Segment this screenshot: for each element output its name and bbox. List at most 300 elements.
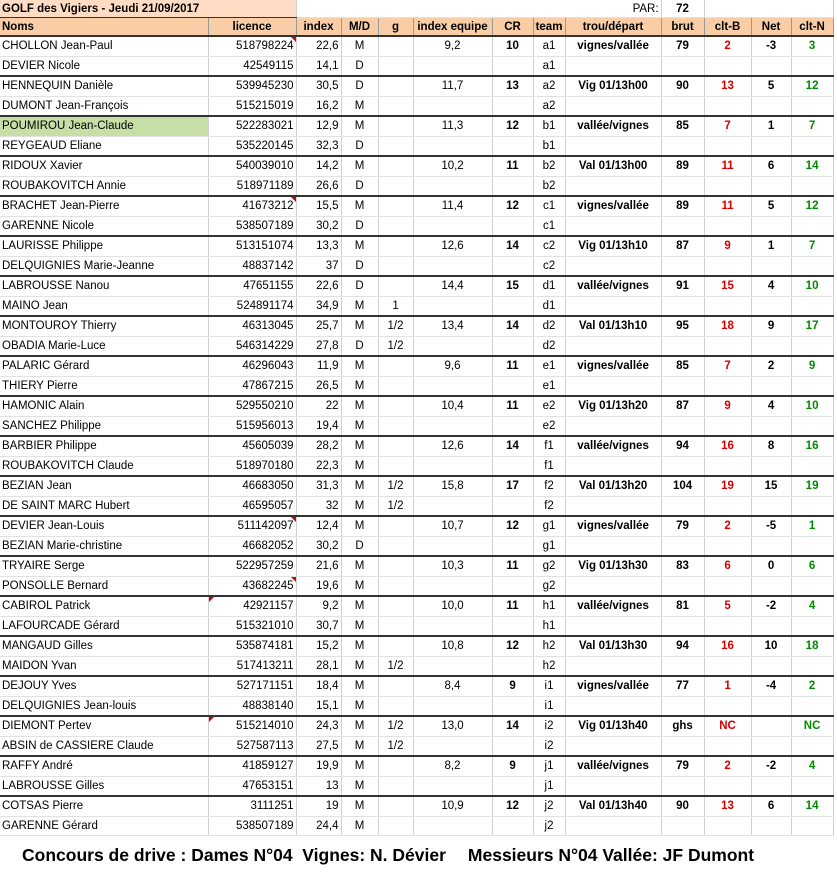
cell-index-equipe — [413, 536, 492, 556]
cell-index: 19,9 — [296, 756, 341, 776]
cell-md: M — [341, 236, 378, 256]
cell-md: M — [341, 676, 378, 696]
cell-index: 24,3 — [296, 716, 341, 736]
cell-cr: 11 — [492, 156, 533, 176]
cell-team: b2 — [533, 176, 565, 196]
cell-index-equipe — [413, 56, 492, 76]
cell-team: f2 — [533, 496, 565, 516]
table-row — [0, 576, 833, 596]
cell-g — [378, 236, 413, 256]
cell-brut — [661, 776, 704, 796]
cell-name: MANGAUD Gilles — [0, 636, 208, 656]
cell-brut: 85 — [661, 356, 704, 376]
cell-md: M — [341, 636, 378, 656]
cell-g — [378, 256, 413, 276]
cell-licence: 46313045 — [208, 316, 296, 336]
cell-cr: 10 — [492, 36, 533, 56]
cell-trou-depart: Vig 01/13h00 — [565, 76, 661, 96]
cell-brut — [661, 216, 704, 236]
cell-licence: 518971189 — [208, 176, 296, 196]
table-row — [0, 256, 833, 276]
cell-clt-n: 9 — [791, 356, 833, 376]
header-clt-b: clt-B — [704, 18, 751, 37]
cell-cr: 17 — [492, 476, 533, 496]
cell-md: M — [341, 556, 378, 576]
cell-licence: 47867215 — [208, 376, 296, 396]
cell-index: 22,6 — [296, 36, 341, 56]
cell-licence: 518970180 — [208, 456, 296, 476]
cell-brut — [661, 496, 704, 516]
cell-cr: 11 — [492, 356, 533, 376]
cell-net — [751, 536, 791, 556]
cell-g — [378, 436, 413, 456]
cell-index-equipe: 9,2 — [413, 36, 492, 56]
cell-clt-b: 7 — [704, 356, 751, 376]
cell-index-equipe — [413, 296, 492, 316]
cell-cr — [492, 696, 533, 716]
cell-name: TRYAIRE Serge — [0, 556, 208, 576]
cell-team: j2 — [533, 816, 565, 836]
table-row — [0, 536, 833, 556]
cell-cr — [492, 496, 533, 516]
cell-cr — [492, 176, 533, 196]
cell-net: -4 — [751, 676, 791, 696]
cell-team: j1 — [533, 756, 565, 776]
header-row — [0, 18, 833, 37]
table-row — [0, 136, 833, 156]
cell-index: 13 — [296, 776, 341, 796]
cell-team: j2 — [533, 796, 565, 816]
cell-trou-depart: Val 01/13h00 — [565, 156, 661, 176]
cell-index-equipe: 10,2 — [413, 156, 492, 176]
cell-cr — [492, 336, 533, 356]
cell-g — [378, 76, 413, 96]
cell-trou-depart — [565, 416, 661, 436]
cell-g — [378, 796, 413, 816]
cell-team: e2 — [533, 416, 565, 436]
cell-team: e1 — [533, 376, 565, 396]
cell-team: j1 — [533, 776, 565, 796]
cell-index-equipe — [413, 736, 492, 756]
cell-trou-depart — [565, 376, 661, 396]
cell-clt-n: 1 — [791, 516, 833, 536]
cell-clt-n — [791, 416, 833, 436]
table-row — [0, 656, 833, 676]
cell-trou-depart: vignes/vallée — [565, 36, 661, 56]
cell-clt-n — [791, 496, 833, 516]
cell-clt-b — [704, 736, 751, 756]
cell-clt-n: 4 — [791, 596, 833, 616]
cell-clt-n — [791, 616, 833, 636]
cell-clt-n — [791, 136, 833, 156]
cell-name: LAURISSE Philippe — [0, 236, 208, 256]
cell-index-equipe — [413, 616, 492, 636]
cell-index-equipe: 11,7 — [413, 76, 492, 96]
cell-licence: 522957259 — [208, 556, 296, 576]
cell-g — [378, 156, 413, 176]
cell-clt-n — [791, 96, 833, 116]
cell-net — [751, 136, 791, 156]
cell-md: M — [341, 36, 378, 56]
cell-licence: 42549115 — [208, 56, 296, 76]
cell-licence: 47651155 — [208, 276, 296, 296]
cell-index-equipe: 10,0 — [413, 596, 492, 616]
cell-clt-n — [791, 656, 833, 676]
cell-g — [378, 776, 413, 796]
cell-trou-depart: vignes/vallée — [565, 516, 661, 536]
cell-name: LAFOURCADE Gérard — [0, 616, 208, 636]
header-md: M/D — [341, 18, 378, 37]
cell-index: 27,8 — [296, 336, 341, 356]
cell-cr — [492, 736, 533, 756]
header-net: Net — [751, 18, 791, 37]
cell-md: M — [341, 716, 378, 736]
cell-licence: 45605039 — [208, 436, 296, 456]
cell-index: 32 — [296, 496, 341, 516]
cell-clt-b: 18 — [704, 316, 751, 336]
cell-md: M — [341, 96, 378, 116]
cell-name: BRACHET Jean-Pierre — [0, 196, 208, 216]
cell-net: 5 — [751, 196, 791, 216]
cell-g — [378, 136, 413, 156]
cell-md: M — [341, 416, 378, 436]
cell-g: 1/2 — [378, 476, 413, 496]
cell-md: M — [341, 656, 378, 676]
cell-index-equipe: 10,8 — [413, 636, 492, 656]
table-row — [0, 636, 833, 656]
cell-team: g2 — [533, 556, 565, 576]
cell-index: 14,2 — [296, 156, 341, 176]
cell-brut: 90 — [661, 76, 704, 96]
cell-index-equipe: 13,4 — [413, 316, 492, 336]
table-row — [0, 756, 833, 776]
cell-name: GARENNE Nicole — [0, 216, 208, 236]
header-licence: licence — [208, 18, 296, 37]
cell-g — [378, 56, 413, 76]
cell-md: M — [341, 756, 378, 776]
cell-clt-b — [704, 576, 751, 596]
cell-clt-n — [791, 56, 833, 76]
cell-index: 22 — [296, 396, 341, 416]
cell-clt-b — [704, 256, 751, 276]
table-row — [0, 356, 833, 376]
cell-index-equipe: 9,6 — [413, 356, 492, 376]
footer-banner — [0, 831, 837, 879]
cell-clt-b: 13 — [704, 76, 751, 96]
cell-net — [751, 716, 791, 736]
cell-brut — [661, 336, 704, 356]
cell-g: 1/2 — [378, 656, 413, 676]
cell-index: 19,4 — [296, 416, 341, 436]
cell-index-equipe: 10,4 — [413, 396, 492, 416]
cell-clt-b — [704, 656, 751, 676]
cell-clt-b: 15 — [704, 276, 751, 296]
cell-clt-b — [704, 136, 751, 156]
cell-brut — [661, 136, 704, 156]
cell-clt-b: 9 — [704, 236, 751, 256]
cell-net — [751, 696, 791, 716]
cell-g — [378, 676, 413, 696]
cell-brut: 91 — [661, 276, 704, 296]
cell-licence: 46296043 — [208, 356, 296, 376]
cell-index: 24,4 — [296, 816, 341, 836]
cell-index: 27,5 — [296, 736, 341, 756]
cell-brut: 85 — [661, 116, 704, 136]
cell-index: 18,4 — [296, 676, 341, 696]
table-row — [0, 676, 833, 696]
cell-licence: 535874181 — [208, 636, 296, 656]
cell-index-equipe: 14,4 — [413, 276, 492, 296]
cell-clt-b — [704, 416, 751, 436]
cell-clt-b — [704, 296, 751, 316]
cell-licence: 538507189 — [208, 216, 296, 236]
cell-clt-b: 16 — [704, 636, 751, 656]
cell-brut: 90 — [661, 796, 704, 816]
cell-cr: 12 — [492, 196, 533, 216]
cell-team: i2 — [533, 716, 565, 736]
cell-clt-n: 7 — [791, 236, 833, 256]
cell-net: 6 — [751, 796, 791, 816]
cell-licence: 3111251 — [208, 796, 296, 816]
cell-name: DUMONT Jean-François — [0, 96, 208, 116]
cell-trou-depart — [565, 216, 661, 236]
cell-name: REYGEAUD Eliane — [0, 136, 208, 156]
cell-cr — [492, 96, 533, 116]
cell-trou-depart: vallée/vignes — [565, 756, 661, 776]
cell-team: h1 — [533, 616, 565, 636]
cell-cr — [492, 136, 533, 156]
cell-g — [378, 396, 413, 416]
table-row — [0, 716, 833, 736]
cell-team: h2 — [533, 636, 565, 656]
cell-net — [751, 296, 791, 316]
cell-licence: 41673212 — [208, 196, 296, 216]
cell-clt-n: 4 — [791, 756, 833, 776]
cell-g — [378, 376, 413, 396]
cell-cr: 14 — [492, 436, 533, 456]
table-row — [0, 416, 833, 436]
cell-team: d1 — [533, 276, 565, 296]
cell-licence: 522283021 — [208, 116, 296, 136]
cell-licence: 47653151 — [208, 776, 296, 796]
cell-team: a2 — [533, 76, 565, 96]
cell-cr — [492, 536, 533, 556]
cell-g — [378, 696, 413, 716]
cell-md: D — [341, 136, 378, 156]
cell-g — [378, 456, 413, 476]
cell-name: PONSOLLE Bernard — [0, 576, 208, 596]
cell-team: g1 — [533, 516, 565, 536]
cell-licence: 540039010 — [208, 156, 296, 176]
cell-g — [378, 96, 413, 116]
cell-brut — [661, 376, 704, 396]
cell-index: 12,9 — [296, 116, 341, 136]
cell-name: COTSAS Pierre — [0, 796, 208, 816]
cell-clt-b — [704, 456, 751, 476]
table-row — [0, 336, 833, 356]
cell-name: HENNEQUIN Danièle — [0, 76, 208, 96]
cell-brut — [661, 296, 704, 316]
cell-clt-b: 2 — [704, 516, 751, 536]
table-row — [0, 216, 833, 236]
cell-md: M — [341, 116, 378, 136]
table-row — [0, 496, 833, 516]
cell-clt-b — [704, 216, 751, 236]
cell-net — [751, 376, 791, 396]
table-row — [0, 556, 833, 576]
cell-team: d2 — [533, 316, 565, 336]
cell-md: D — [341, 216, 378, 236]
cell-licence: 41859127 — [208, 756, 296, 776]
cell-trou-depart — [565, 536, 661, 556]
table-row — [0, 736, 833, 756]
cell-cr — [492, 776, 533, 796]
cell-clt-b — [704, 776, 751, 796]
cell-team: d2 — [533, 336, 565, 356]
cell-name: MAINO Jean — [0, 296, 208, 316]
cell-index-equipe — [413, 176, 492, 196]
cell-trou-depart: vallée/vignes — [565, 596, 661, 616]
cell-cr: 14 — [492, 236, 533, 256]
cell-cr: 13 — [492, 76, 533, 96]
cell-cr: 9 — [492, 756, 533, 776]
cell-cr — [492, 616, 533, 636]
cell-md: M — [341, 796, 378, 816]
cell-clt-n: NC — [791, 716, 833, 736]
cell-team: c2 — [533, 256, 565, 276]
cell-index: 26,6 — [296, 176, 341, 196]
cell-licence: 524891174 — [208, 296, 296, 316]
cell-clt-n — [791, 296, 833, 316]
cell-licence: 539945230 — [208, 76, 296, 96]
cell-index-equipe — [413, 96, 492, 116]
cell-name: GARENNE Gérard — [0, 816, 208, 836]
cell-g — [378, 536, 413, 556]
cell-team: h2 — [533, 656, 565, 676]
cell-md: M — [341, 736, 378, 756]
footer-dames: Concours de drive : Dames N°04 Vignes: N. Dévier — [22, 844, 446, 865]
cell-net: 6 — [751, 156, 791, 176]
cell-trou-depart: Val 01/13h20 — [565, 476, 661, 496]
cell-g — [378, 176, 413, 196]
cell-licence: 515215019 — [208, 96, 296, 116]
cell-index: 12,4 — [296, 516, 341, 536]
cell-trou-depart: Val 01/13h30 — [565, 636, 661, 656]
cell-name: BEZIAN Jean — [0, 476, 208, 496]
cell-clt-b: 11 — [704, 196, 751, 216]
cell-trou-depart: vignes/vallée — [565, 356, 661, 376]
cell-md: D — [341, 176, 378, 196]
cell-index-equipe — [413, 416, 492, 436]
table-row — [0, 396, 833, 416]
cell-clt-n: 18 — [791, 636, 833, 656]
cell-team: h1 — [533, 596, 565, 616]
cell-team: c1 — [533, 196, 565, 216]
par-value: 72 — [661, 0, 704, 18]
cell-licence: 518798224 — [208, 36, 296, 56]
cell-cr: 11 — [492, 556, 533, 576]
cell-index-equipe — [413, 336, 492, 356]
cell-net: -3 — [751, 36, 791, 56]
cell-index: 30,5 — [296, 76, 341, 96]
cell-brut — [661, 536, 704, 556]
cell-g — [378, 516, 413, 536]
table-row — [0, 616, 833, 636]
cell-licence: 43682245 — [208, 576, 296, 596]
cell-trou-depart — [565, 296, 661, 316]
cell-net — [751, 496, 791, 516]
cell-md: M — [341, 616, 378, 636]
cell-g — [378, 356, 413, 376]
cell-trou-depart — [565, 256, 661, 276]
cell-licence: 515956013 — [208, 416, 296, 436]
cell-g: 1/2 — [378, 736, 413, 756]
cell-trou-depart — [565, 616, 661, 636]
cell-team: c2 — [533, 236, 565, 256]
cell-index-equipe: 8,2 — [413, 756, 492, 776]
cell-md: M — [341, 596, 378, 616]
cell-brut — [661, 176, 704, 196]
cell-clt-b: 2 — [704, 36, 751, 56]
cell-index: 34,9 — [296, 296, 341, 316]
cell-index: 30,2 — [296, 216, 341, 236]
cell-clt-b — [704, 496, 751, 516]
cell-clt-n — [791, 216, 833, 236]
cell-name: PALARIC Gérard — [0, 356, 208, 376]
cell-index-equipe: 10,9 — [413, 796, 492, 816]
header-index-equipe: index equipe — [413, 18, 492, 37]
cell-cr: 15 — [492, 276, 533, 296]
cell-index: 9,2 — [296, 596, 341, 616]
cell-name: LABROUSSE Nanou — [0, 276, 208, 296]
cell-index: 19,6 — [296, 576, 341, 596]
cell-licence: 48837142 — [208, 256, 296, 276]
cell-index-equipe: 13,0 — [413, 716, 492, 736]
cell-md: M — [341, 316, 378, 336]
cell-md: M — [341, 496, 378, 516]
cell-licence: 42921157 — [208, 596, 296, 616]
cell-team: c1 — [533, 216, 565, 236]
cell-net: 1 — [751, 116, 791, 136]
cell-name: MONTOUROY Thierry — [0, 316, 208, 336]
cell-team: f1 — [533, 456, 565, 476]
cell-clt-n — [791, 256, 833, 276]
cell-clt-n — [791, 576, 833, 596]
cell-index-equipe — [413, 216, 492, 236]
cell-team: i2 — [533, 736, 565, 756]
cell-cr — [492, 216, 533, 236]
cell-clt-n: 3 — [791, 36, 833, 56]
cell-licence: 517413211 — [208, 656, 296, 676]
cell-net: 4 — [751, 276, 791, 296]
cell-cr — [492, 296, 533, 316]
cell-licence: 529550210 — [208, 396, 296, 416]
cell-index: 26,5 — [296, 376, 341, 396]
cell-g — [378, 756, 413, 776]
cell-clt-n — [791, 776, 833, 796]
cell-trou-depart — [565, 656, 661, 676]
cell-trou-depart — [565, 496, 661, 516]
table-row — [0, 456, 833, 476]
table-row — [0, 156, 833, 176]
cell-name: LABROUSSE Gilles — [0, 776, 208, 796]
cell-cr — [492, 656, 533, 676]
cell-name: THIERY Pierre — [0, 376, 208, 396]
cell-team: a1 — [533, 56, 565, 76]
cell-brut: 104 — [661, 476, 704, 496]
sheet-title: GOLF des Vigiers - Jeudi 21/09/2017 — [0, 0, 296, 18]
cell-net — [751, 616, 791, 636]
